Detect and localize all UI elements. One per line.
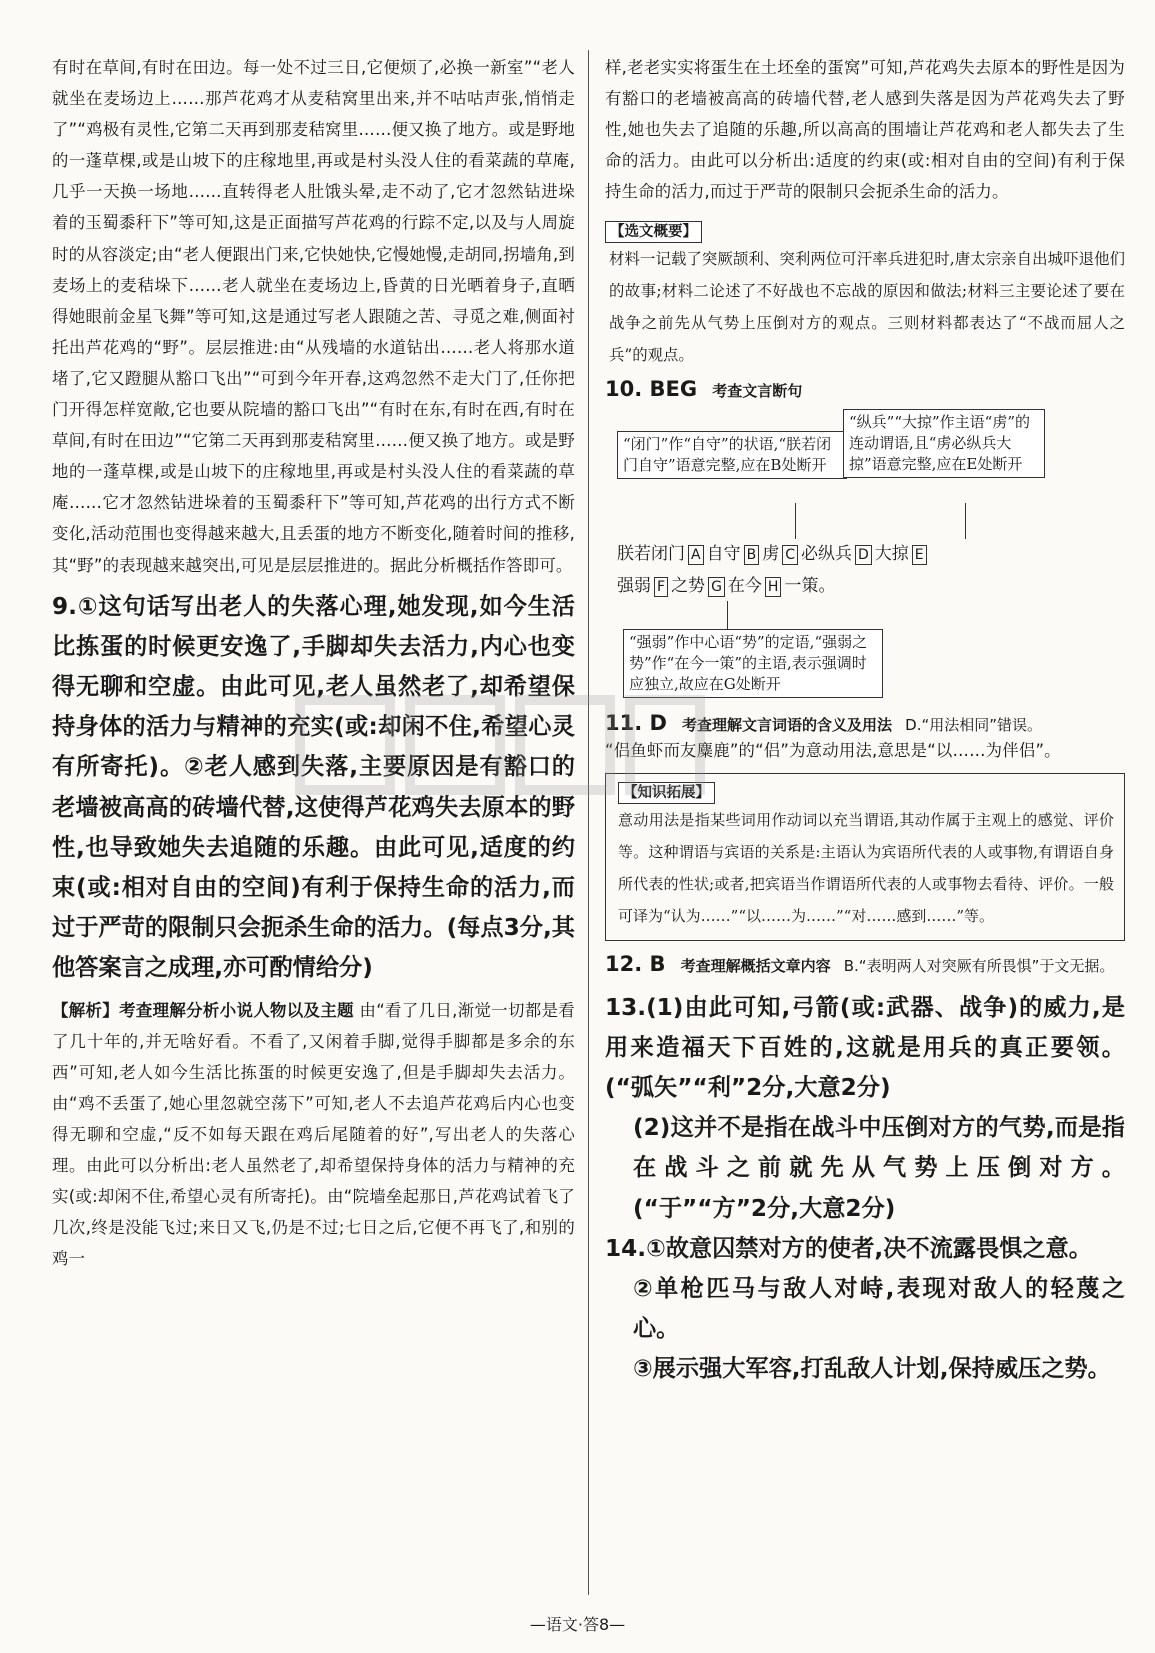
question-14	[605, 1229, 1125, 1269]
segment: 必纵兵	[800, 544, 852, 565]
question-11-explanation: “侣鱼虾而友麋鹿”的“侣”为意动用法,意思是“以……为伴侣”。	[605, 741, 1061, 761]
break-marker: F	[654, 577, 668, 597]
question-9-number: 9.	[52, 592, 77, 620]
analysis-tag: 【解析】考查理解分析小说人物以及主题	[52, 1000, 354, 1020]
segment: 在今	[727, 576, 762, 597]
right-column	[605, 52, 1125, 1390]
break-marker: A	[688, 545, 704, 565]
question-9-answer	[52, 587, 575, 989]
sentence-row-1	[617, 539, 930, 565]
analysis-text: 由“看了几日,渐觉一切都是看了几十年的,并无啥好看。不看了,又闲着手脚,觉得手脚都是多余的东西”可知,老人如今生活比拣蛋的时候更安逸了,但是手脚却失去活力。由“鸡不丢蛋了,她心里忽就空荡下”可知,老人不去追芦花鸡后内心也变得无聊和空虚,“反不如每天跟在鸡后尾随着的好”,写出老人的失落心理。由此可以分析出:老人虽然老了,却希望保持身体的活力与精神的充实(或:却闲不住,希望心灵有所寄托)。由“院墙垒起那日,芦花鸡试着飞了几次,终是没能飞过;来日又飞,仍是不过;七日之后,它便不再飞了,和别的鸡一	[52, 1000, 575, 1269]
question-9-analysis	[52, 995, 575, 1275]
segment: 之势	[671, 576, 706, 597]
diagram-note-b: “闭门”作“自守”的状语,“朕若闭门自守”语意完整,应在B处断开	[617, 431, 847, 479]
question-13-part-2: (2)这并不是指在战斗中压倒对方的气势,而是指在战斗之前就先从气势上压倒对方。(“于”“方”2分,大意2分)	[633, 1114, 1125, 1222]
analysis-continuation: 有时在草间,有时在田边。每一处不过三日,它便烦了,必换一新室”“老人就坐在麦场边上……那芦花鸡才从麦秸窝里出来,并不咕咕声张,悄悄走了”“鸡极有灵性,它第二天再到那麦秸窝里……便又换了地方。或是野地的一蓬草棵,或是山坡下的庄稼地里,再或是村头没人住的看菜蔬的草庵,几乎一天换一场地……直转得老人肚饿头晕,走不动了,它才忽然钻进垛着的玉蜀黍秆下”等可知,这是正面描写芦花鸡的行踪不定,以及与人周旋时的从容淡定;由“老人便跟出门来,它快她快,它慢她慢,走胡同,拐墙角,到麦场上的麦秸垛下……老人就坐在麦场边上,昏黄的日光晒着身子,直晒得她眼前金星飞舞”等可知,这是通过写老人跟随之苦、寻觅之难,侧面衬托出芦花鸡的“野”。层层推进:由“从残墙的水道钻出……老人将那水道堵了,它又蹬腿从豁口飞出”“可到今年开春,这鸡忽然不走大门了,任你把门开得怎样宽敞,它也要从院墙的豁口飞出”“有时在东,有时在西,有时在草间,有时在田边”“它第二天再到那麦秸窝里……便又换了地方。或是野地的一蓬草棵,或是山坡下的庄稼地里,再或是村头没人住的看菜蔬的草庵……它才忽然钻进垛着的玉蜀黍秆下”等可知,芦花鸡的出行方式不断变化,活动范围也变得越来越大,且丢蛋的地方不断变化,随着时间的推移,其“野”的表现越来越突出,可见是层层推进的。据此分析概括作答即可。	[52, 58, 575, 575]
sentence-row-2	[617, 571, 835, 597]
question-13	[605, 988, 1125, 1109]
question-9-text: ①这句话写出老人的失落心理,她发现,如今生活比拣蛋的时候更安逸了,手脚却失去活力,内心也变得无聊和空虚。由此可见,老人虽然老了,却希望保持身体的活力与精神的充实(或:却闲不住,希望心灵有所寄托)。②老人感到失落,主要原因是有豁口的老墙被高高的砖墙代替,这使得芦花鸡失去原本的野性,也导致她失去追随的乐趣。由此可见,适度的约束(或:相对自由的空间)有利于保持生命的活力,而过于严苛的限制只会扼杀生命的活力。(每点3分,其他答案言之成理,亦可酌情给分)	[52, 592, 575, 982]
break-marker: G	[708, 577, 725, 597]
break-marker: E	[912, 545, 927, 565]
summary-heading: 【选文概要】	[605, 221, 702, 243]
question-12-topic: 考查理解概括文章内容	[680, 956, 831, 975]
question-11-topic: 考查理解文言词语的含义及用法	[682, 716, 893, 735]
question-11-note: D.“用法相同”错误。	[905, 716, 1043, 735]
left-column	[52, 52, 575, 1274]
page-footer: —语文·答8—	[529, 1615, 626, 1634]
question-14-item-3: ③展示强大军容,打乱敌人计划,保持威压之势。	[633, 1355, 1111, 1383]
break-marker: D	[855, 545, 872, 565]
passage-summary	[605, 221, 1125, 371]
question-10	[605, 377, 1125, 401]
question-11-answer: 11. D	[605, 711, 667, 736]
knowledge-heading: 【知识拓展】	[618, 782, 715, 804]
knowledge-extension-box	[605, 773, 1125, 941]
segment: 大掠	[874, 544, 909, 565]
break-marker: C	[782, 545, 798, 565]
question-14-number: 14.	[605, 1234, 647, 1262]
question-12	[605, 949, 1125, 982]
question-11	[605, 711, 1125, 735]
connector-b	[795, 503, 796, 539]
segment: 自守	[706, 544, 741, 565]
question-14-item-1: ①故意囚禁对方的使者,决不流露畏惧之意。	[646, 1234, 1092, 1262]
knowledge-body: 意动用法是指某些词用作动词以充当谓语,其动作属于主观上的感觉、评价等。这种谓语与宾语的关系是:主语认为宾语所代表的人或事物,有谓语自身所代表的性状;或者,把宾语当作谓语所代表的人或事物去看待、评价。一般可译为“认为……”“以……为……”“对……感到……”等。	[618, 810, 1114, 925]
segment: 朕若闭门	[617, 544, 685, 565]
analysis-continuation-right: 样,老老实实将蛋生在土坯垒的蛋窝”可知,芦花鸡失去原本的野性是因为有豁口的老墙被高高的砖墙代替,老人感到失落是因为芦花鸡失去了野性,她也失去了追随的乐趣,所以高高的围墙让芦花鸡和老人都失去了生命的活力。由此可以分析出:适度的约束(或:相对自由的空间)有利于保持生命的活力,而过于严苛的限制只会扼杀生命的活力。	[605, 58, 1125, 202]
summary-body: 材料一记载了突厥颉利、突利两位可汗率兵进犯时,唐太宗亲自出城吓退他们的故事;材料二论述了不好战也不忘战的原因和做法;材料三主要论述了要在战争之前先从气势上压倒对方的观点。三则材料都表达了“不战而屈人之兵”的观点。	[609, 250, 1125, 365]
connector-e	[965, 503, 966, 539]
question-13-part-1: (1)由此可知,弓箭(或:武器、战争)的威力,是用来造福天下百姓的,这就是用兵的真正要领。(“弧矢”“利”2分,大意2分)	[605, 993, 1125, 1101]
question-10-answer: 10. BEG	[605, 377, 698, 402]
break-marker: B	[744, 545, 760, 565]
sentence-break-diagram	[605, 405, 1125, 703]
question-14-item-2: ②单枪匹马与敌人对峙,表现对敌人的轻蔑之心。	[633, 1274, 1125, 1343]
segment: 一策。	[784, 576, 836, 597]
question-12-note: B.“表明两人对突厥有所畏惧”于文无据。	[843, 956, 1115, 975]
segment: 强弱	[617, 576, 651, 597]
question-13-number: 13.	[605, 993, 647, 1021]
question-10-topic: 考查文言断句	[712, 382, 803, 401]
connector-g	[727, 601, 728, 629]
question-12-answer: 12. B	[605, 951, 666, 976]
column-divider	[588, 50, 589, 1595]
diagram-note-e: “纵兵”“大掠”作主语“虏”的连动谓语,且“虏必纵兵大掠”语意完整,应在E处断开	[843, 409, 1045, 478]
segment: 虏	[762, 544, 780, 565]
diagram-note-g: “强弱”作中心语“势”的定语,“强弱之势”作“在今一策”的主语,表示强调时应独立,故应在G处断开	[623, 629, 883, 698]
break-marker: H	[765, 577, 782, 597]
